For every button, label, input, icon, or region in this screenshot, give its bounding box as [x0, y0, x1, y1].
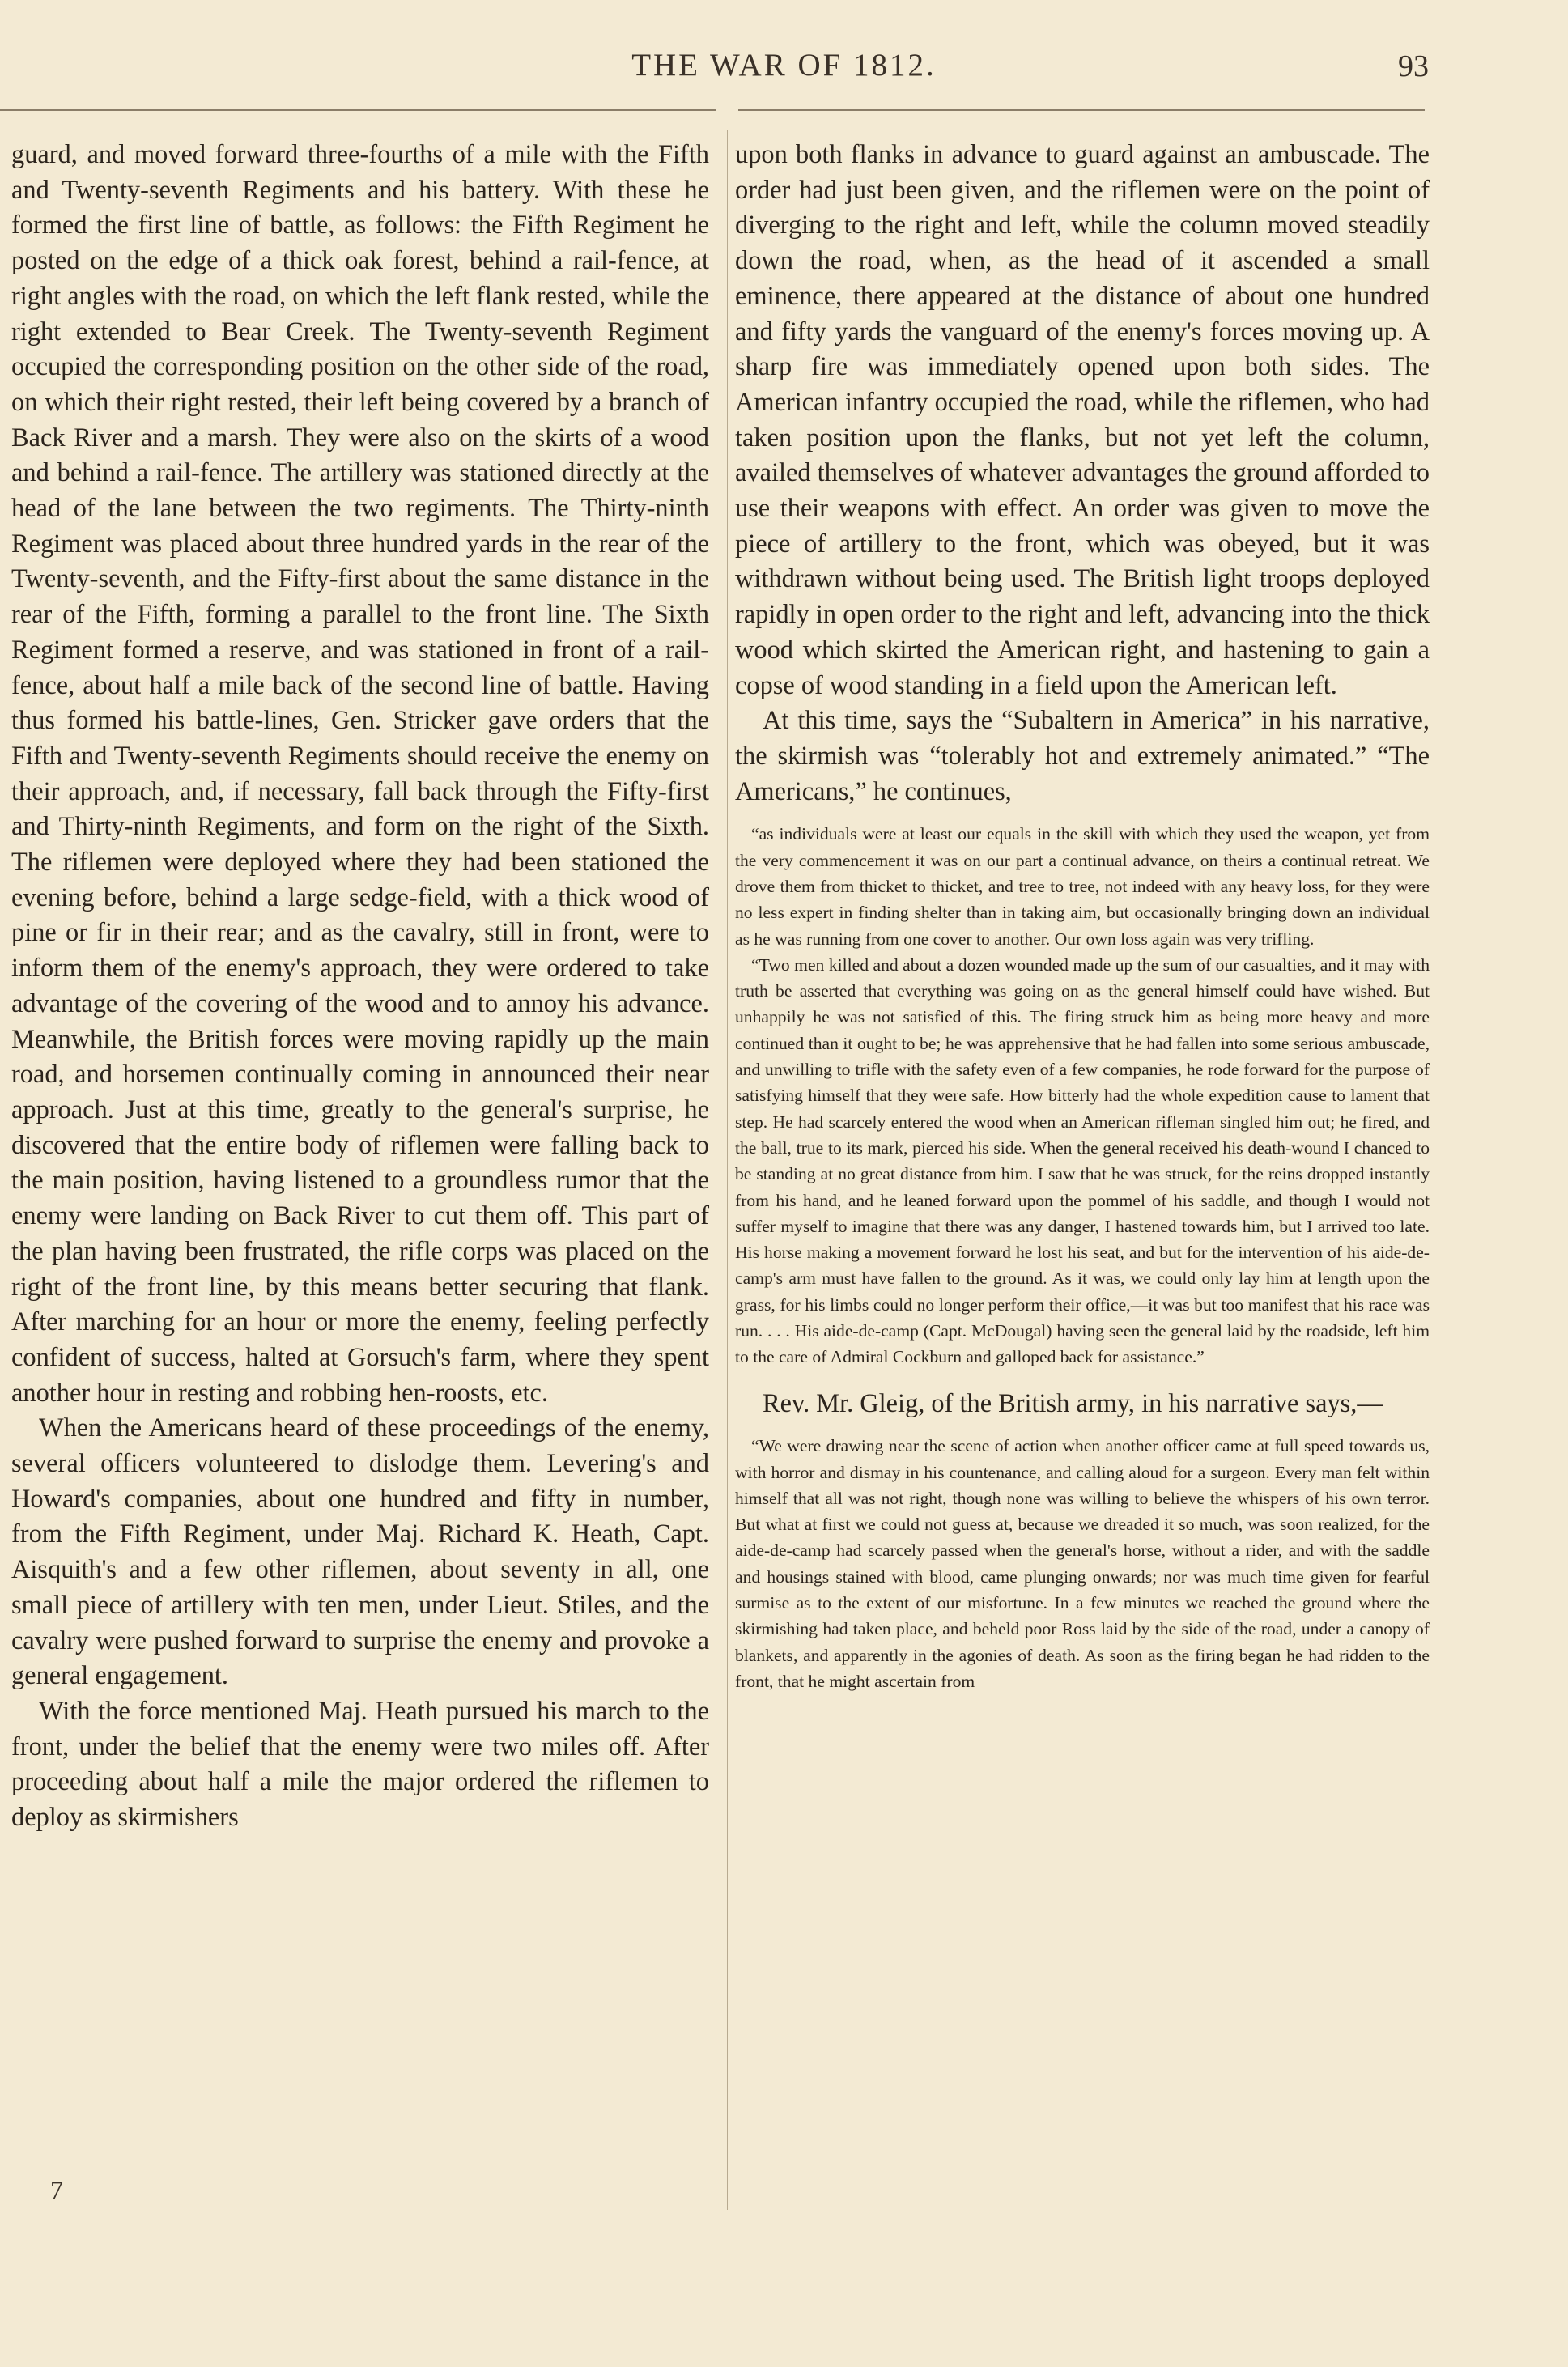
block-quote: “We were drawing near the scene of action when another officer came at full speed towards us, with horror and dismay in his countenance, and calling aloud for a surgeon. Every man felt within himself that all was not right, though none was willing to believe the whispers of his own terror. But what at first we could not guess at, because we dreaded it so much, was soon realized, for the aide-de-camp had scarcely passed when the general's horse, without a rider, and with the saddle and housings stained with blood, came plunging onwards; nor was much time given for fearful surmise as to the extent of our misfortune. In a few minutes we reached the ground where the skirmishing had taken place, and beheld poor Ross laid by the side of the road, under a canopy of blankets, and apparently in the agonies of death. As soon as the firing began he had ridden to the front, that he might ascertain from — [735, 1436, 1430, 1691]
header-rule-left — [0, 109, 716, 111]
right-column — [735, 138, 1430, 1694]
column-divider — [727, 130, 728, 2210]
paragraph: With the force mentioned Maj. Heath pursued his march to the front, under the belief that the enemy were two miles off. After proceeding about half a mile the major ordered the riflemen to deploy as skirmishers — [11, 1696, 709, 1833]
block-quote: “Two men killed and about a dozen wounded made up the sum of our casualties, and it may with truth be asserted that everything was going on as the general himself could have wished. But unhappily he was not satisfied of this. The firing struck him as being more heavy and more continued than it ought to be; he was apprehensive that he had fallen into some serious ambuscade, and unwilling to trifle with the safety even of a few companies, he rode forward for the purpose of satisfying himself that they were safe. How bitterly had the whole expedition cause to lament that step. He had scarcely entered the wood when an American rifleman singled him out; he fired, and the ball, true to its mark, pierced his side. When the general received his death-wound I chanced to be standing at no great distance from him. I saw that he was struck, for the reins dropped instantly from his hand, and he leaned forward upon the pommel of his saddle, and though I would not suffer myself to imagine that there was any danger, I hastened towards him, but I arrived too late. His horse making a movement forward he lost his seat, and but for the intervention of his aide-de-camp's arm must have fallen to the ground. As it was, we could only lay him at length upon the grass, for his limbs could no longer perform their office,—it was but too manifest that his race was run. . . . His aide-de-camp (Capt. McDougal) having seen the general laid by the roadside, left him to the care of Admiral Cockburn and galloped back for assistance.” — [735, 954, 1430, 1367]
page-title: THE WAR OF 1812. — [631, 48, 937, 83]
paragraph: Rev. Mr. Gleig, of the British army, in his narrative says,— — [763, 1388, 1383, 1418]
left-column — [11, 138, 709, 1836]
paragraph: When the Americans heard of these proceedings of the enemy, several officers volunteered to dislodge them. Levering's and Howard's companies, about one hundred and fifty in number, from the Fifth Regiment, under Maj. Richard K. Heath, Capt. Aisquith's and a few other riflemen, about seventy in all, one small piece of artillery with ten men, under Lieut. Stiles, and the cavalry were pushed forward to surprise the enemy and provoke a general engagement. — [11, 1413, 709, 1691]
page-number: 93 — [1398, 49, 1429, 83]
block-quote: “as individuals were at least our equals in the skill with which they used the weapon, yet from the very commencement it was on our part a continual advance, on theirs a continual retreat. We drove them from thicket to thicket, and tree to tree, not indeed with any heavy loss, for they were no less expert in finding shelter than in taking aim, but occasionally bringing down an individual as he was running from one cover to another. Our own loss again was very trifling. — [735, 824, 1430, 949]
paragraph: At this time, says the “Subaltern in America” in his narrative, the skirmish was “tolerably hot and extremely animated.” “The Americans,” he continues, — [735, 706, 1430, 806]
running-head — [0, 47, 1568, 96]
header-rule-right — [738, 109, 1425, 111]
signature-mark: 7 — [50, 2175, 63, 2204]
paragraph: guard, and moved forward three-fourths of a mile with the Fifth and Twenty-seventh Regiments and his battery. With these he formed the first line of battle, as follows: the Fifth Regiment he posted on the edge of a thick oak forest, behind a rail-fence, at right angles with the road, on which the left flank rested, while the right extended to Bear Creek. The Twenty-seventh Regiment occupied the corresponding position on the other side of the road, on which their right rested, their left being covered by a branch of Back River and a marsh. They were also on the skirts of a wood and behind a rail-fence. The artillery was stationed directly at the head of the lane between the two regiments. The Thirty-ninth Regiment was placed about three hundred yards in the rear of the Twenty-seventh, and the Fifty-first about the same distance in the rear of the Fifth, forming a parallel to the front line. The Sixth Regiment formed a reserve, and was stationed in front of a rail-fence, about half a mile back of the second line of battle. Having thus formed his battle-lines, Gen. Stricker gave orders that the Fifth and Twenty-seventh Regiments should receive the enemy on their approach, and, if necessary, fall back through the Fifty-first and Thirty-ninth Regiments, and form on the right of the Sixth. The riflemen were deployed where they had been stationed the evening before, behind a large sedge-field, with a thick wood of pine or fir in their rear; and as the cavalry, still in front, were to inform them of the enemy's approach, they were ordered to take advantage of the covering of the wood and to annoy his advance. Meanwhile, the British forces were moving rapidly up the main road, and horsemen continually coming in announced their near approach. Just at this time, greatly to the general's surprise, he discovered that the entire body of riflemen were falling back to the main position, having listened to a groundless rumor that the enemy were landing on Back River to cut them off. This part of the plan having been frustrated, the rifle corps was placed on the right of the front line, by this means better securing that flank. After marching for an hour or more the enemy, feeling perfectly confident of success, halted at Gorsuch's farm, where they spent another hour in resting and robbing hen-roosts, etc. — [11, 140, 709, 1408]
paragraph: upon both flanks in advance to guard against an ambuscade. The order had just been given, and the riflemen were on the point of diverging to the right and left, while the column moved steadily down the road, when, as the head of it ascended a small eminence, there appeared at the distance of about one hundred and fifty yards the vanguard of the enemy's forces moving up. A sharp fire was immediately opened upon both sides. The American infantry occupied the road, while the riflemen, who had taken position upon the flanks, but not yet left the column, availed themselves of whatever advantages the ground afforded to use their weapons with effect. An order was given to move the piece of artillery to the front, which was obeyed, but it was withdrawn without being used. The British light troops deployed rapidly in open order to the right and left, advancing into the thick wood which skirted the American right, and hastening to gain a copse of wood standing in a field upon the American left. — [735, 140, 1430, 700]
